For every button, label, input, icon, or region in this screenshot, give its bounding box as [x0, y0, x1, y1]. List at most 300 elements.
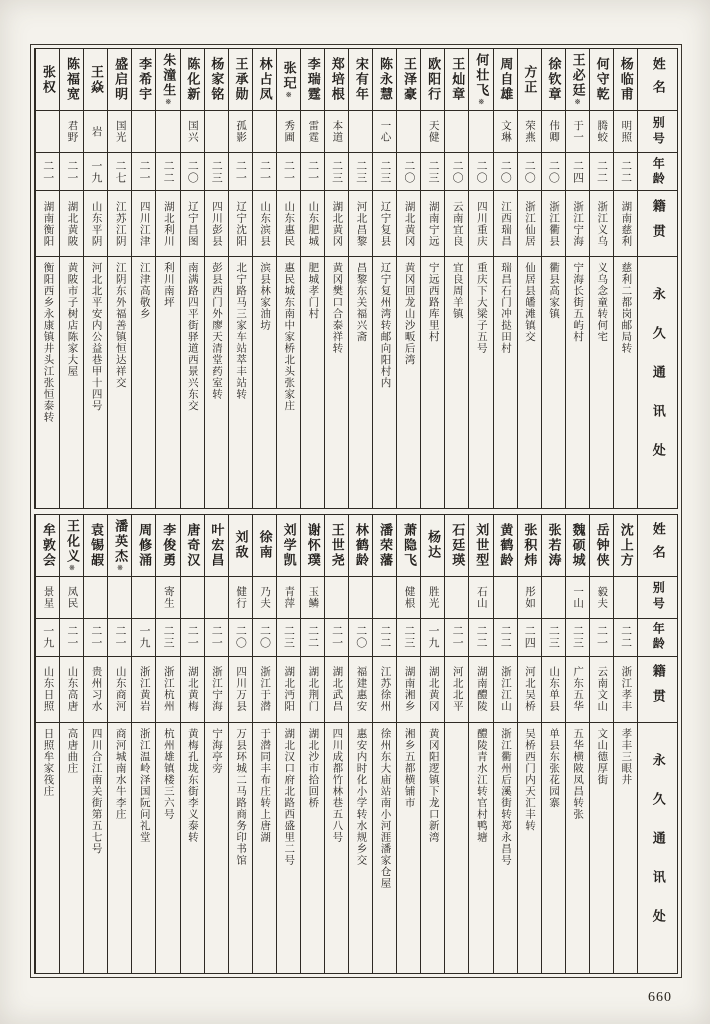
alias-cell	[518, 577, 541, 619]
person-age: 二〇	[499, 159, 512, 184]
address-cell	[181, 723, 204, 974]
alias-cell	[542, 111, 565, 153]
person-address: 于潜同丰布庄转上唐湖	[259, 727, 271, 843]
person-column	[252, 515, 276, 974]
person-alias: 彤如	[524, 585, 536, 609]
name-cell	[132, 515, 155, 577]
age-cell	[277, 619, 300, 657]
person-name: 方正	[522, 64, 538, 95]
age-cell	[301, 619, 324, 657]
alias-cell	[566, 111, 589, 153]
person-name: 杨家铭	[209, 57, 225, 102]
person-alias: 玉鳞	[307, 585, 319, 609]
person-name: 杨达	[426, 530, 442, 560]
person-name: 徐南	[257, 530, 273, 560]
person-column	[300, 49, 324, 508]
person-column	[155, 515, 179, 974]
address-cell	[542, 257, 565, 508]
age-cell	[253, 153, 276, 191]
person-column	[541, 515, 565, 974]
address-cell	[445, 723, 468, 974]
person-address: 浙江温岭泽国阮问礼堂	[138, 727, 150, 843]
header-column	[637, 49, 677, 508]
person-origin: 江苏徐州	[379, 666, 391, 712]
person-origin: 河北吴桥	[524, 666, 536, 712]
person-age: 二〇	[451, 159, 464, 184]
name-cell	[469, 49, 492, 111]
name-cell	[494, 515, 517, 577]
person-age: 二一	[65, 159, 78, 184]
header-alias: 别号	[638, 577, 677, 619]
age-cell	[566, 153, 589, 191]
note-mark: ※	[284, 90, 293, 99]
alias-cell	[373, 111, 396, 153]
person-alias: 青萍	[283, 585, 295, 609]
person-origin: 山东高唐	[66, 666, 78, 712]
alias-cell	[301, 577, 324, 619]
person-name: 徐钦章	[546, 57, 562, 102]
age-cell	[542, 153, 565, 191]
person-column	[59, 515, 83, 974]
origin-cell	[84, 657, 107, 723]
alias-cell	[494, 577, 517, 619]
person-age: 二四	[523, 625, 536, 649]
alias-cell	[181, 577, 204, 619]
address-cell	[397, 723, 420, 974]
age-cell	[132, 153, 155, 191]
alias-cell	[566, 577, 589, 619]
name-cell	[205, 49, 228, 111]
person-origin: 湖南慈利	[620, 200, 632, 247]
person-column	[348, 515, 372, 974]
person-origin: 浙江杭州	[162, 666, 174, 712]
person-address: 宁海亭旁	[211, 727, 222, 774]
person-address: 黄冈阳逻镇下龙口新湾	[427, 727, 439, 843]
age-cell	[542, 619, 565, 657]
person-origin: 湖南宁远	[427, 200, 439, 247]
person-alias: 腾蛟	[596, 120, 608, 143]
person-age: 二一	[65, 625, 78, 649]
header-alias: 别号	[638, 111, 677, 153]
person-column	[613, 515, 637, 974]
age-cell	[349, 619, 372, 657]
age-cell	[84, 153, 107, 191]
person-column	[180, 515, 204, 974]
address-cell	[518, 723, 541, 974]
person-age: 二〇	[234, 625, 247, 649]
origin-cell	[156, 191, 179, 257]
alias-cell	[373, 577, 396, 619]
origin-cell	[494, 191, 517, 257]
person-column	[228, 515, 252, 974]
person-name: 张积炜	[522, 522, 538, 568]
person-name: 岳钟侠	[594, 522, 610, 568]
person-address: 五华横陂凤昌转张	[572, 727, 584, 820]
person-column	[204, 49, 228, 508]
header-origin: 籍贯	[638, 191, 677, 257]
age-cell	[301, 153, 324, 191]
name-cell	[421, 49, 444, 111]
address-cell	[60, 257, 83, 508]
alias-cell	[108, 111, 131, 153]
person-name: 何壮飞	[474, 53, 490, 98]
origin-cell	[132, 657, 155, 723]
person-origin: 湖北荆门	[307, 666, 319, 712]
person-origin: 辽宁复县	[379, 200, 391, 247]
person-origin: 湖北黄陂	[66, 200, 78, 247]
person-origin: 湖南衡阳	[42, 200, 54, 247]
address-cell	[397, 257, 420, 508]
person-address: 万县环城二马路商务印书馆	[235, 727, 247, 866]
person-address: 重庆下大梁子五号	[475, 262, 487, 354]
person-column	[276, 49, 300, 508]
person-address: 四川成都竹林巷五八号	[331, 727, 343, 843]
person-origin: 福建惠安	[355, 666, 367, 712]
address-cell	[301, 723, 324, 974]
age-cell	[60, 619, 83, 657]
age-cell	[325, 153, 348, 191]
person-age: 二〇	[354, 625, 367, 649]
address-cell	[590, 723, 613, 974]
alias-cell	[325, 111, 348, 153]
person-origin: 辽宁沈阳	[235, 200, 247, 247]
origin-cell	[132, 191, 155, 257]
person-origin: 广东五华	[572, 666, 584, 712]
name-cell	[253, 49, 276, 111]
alias-cell	[132, 577, 155, 619]
alias-cell	[156, 111, 179, 153]
alias-cell	[229, 111, 252, 153]
person-address: 义乌念童转何宅	[596, 262, 608, 343]
person-name: 陈福宽	[64, 57, 80, 102]
person-age: 二〇	[547, 159, 560, 184]
address-cell	[518, 257, 541, 508]
person-column	[35, 49, 59, 508]
age-cell	[349, 153, 372, 191]
person-age: 二二	[378, 625, 391, 649]
person-column	[252, 49, 276, 508]
address-cell	[36, 257, 59, 508]
person-age: 二一	[41, 159, 54, 184]
age-cell	[590, 153, 613, 191]
person-address: 杭州雄镇楼三六号	[162, 727, 174, 820]
name-cell	[156, 515, 179, 577]
person-age: 二一	[306, 159, 319, 184]
person-age: 二二	[475, 625, 488, 649]
origin-cell	[373, 657, 396, 723]
age-cell	[397, 153, 420, 191]
person-address: 单县东张花园寨	[548, 727, 560, 808]
name-cell	[542, 49, 565, 111]
age-cell	[494, 153, 517, 191]
person-origin: 浙江孝丰	[620, 666, 632, 712]
person-alias: 石山	[475, 585, 487, 609]
alias-cell	[36, 577, 59, 619]
address-cell	[205, 257, 228, 508]
alias-cell	[349, 577, 372, 619]
person-address: 辽宁复州湾转邮向阳村内	[379, 262, 391, 389]
person-origin: 山东滨县	[259, 200, 271, 247]
person-origin: 浙江江山	[499, 666, 511, 712]
name-cell	[397, 515, 420, 577]
age-cell	[253, 619, 276, 657]
person-origin: 湖北沔阳	[283, 666, 295, 712]
name-cell	[253, 515, 276, 577]
person-name: 王焱	[89, 64, 105, 95]
name-cell	[60, 49, 83, 111]
person-name: 郑培根	[329, 57, 345, 102]
person-name: 谢怀璞	[305, 522, 321, 568]
person-name: 黄鹤龄	[498, 522, 514, 568]
alias-cell	[614, 111, 637, 153]
origin-cell	[325, 191, 348, 257]
origin-cell	[181, 657, 204, 723]
address-cell	[421, 723, 444, 974]
origin-cell	[566, 657, 589, 723]
person-address: 宜良周羊镇	[451, 262, 463, 320]
person-column	[589, 49, 613, 508]
person-origin: 湖北武昌	[331, 666, 343, 712]
person-alias: 一山	[572, 585, 584, 609]
person-name: 宋有年	[353, 57, 369, 102]
person-alias: 秀圃	[283, 120, 295, 143]
origin-cell	[445, 657, 468, 723]
person-age: 一九	[138, 625, 151, 649]
note-mark: ※	[164, 98, 173, 106]
address-cell	[229, 723, 252, 974]
origin-cell	[469, 657, 492, 723]
origin-cell	[590, 657, 613, 723]
origin-cell	[590, 191, 613, 257]
alias-cell	[181, 111, 204, 153]
person-origin: 江西瑞昌	[499, 200, 511, 247]
address-cell	[566, 257, 589, 508]
person-name: 王泽豪	[402, 57, 418, 102]
age-cell	[60, 153, 83, 191]
person-alias: 健根	[403, 585, 415, 609]
age-cell	[518, 619, 541, 657]
address-cell	[349, 257, 372, 508]
person-alias: 寄生	[162, 585, 174, 609]
address-cell	[325, 257, 348, 508]
person-origin: 浙江于潜	[259, 666, 271, 712]
note-mark: ※	[67, 563, 76, 572]
address-cell	[253, 723, 276, 974]
person-name: 陈化新	[185, 57, 201, 102]
person-name: 唐奇汉	[185, 522, 201, 568]
origin-cell	[84, 191, 107, 257]
person-address: 醴陵青水江转官村鸭塘	[475, 727, 487, 843]
age-cell	[494, 619, 517, 657]
origin-cell	[253, 657, 276, 723]
origin-cell	[421, 191, 444, 257]
alias-cell	[205, 111, 228, 153]
origin-cell	[156, 657, 179, 723]
person-name: 刘学凯	[281, 522, 297, 568]
origin-cell	[325, 657, 348, 723]
person-address: 湘乡五都横铺市	[403, 727, 415, 808]
alias-cell	[614, 577, 637, 619]
address-cell	[349, 723, 372, 974]
person-column	[228, 49, 252, 508]
alias-cell	[518, 111, 541, 153]
person-column	[565, 49, 589, 508]
person-address: 仙居县皤滩镇交	[524, 262, 536, 343]
person-name: 周修涌	[137, 522, 153, 568]
person-age: 二一	[234, 159, 247, 184]
person-age: 二七	[113, 159, 126, 184]
origin-cell	[349, 191, 372, 257]
age-cell	[205, 619, 228, 657]
person-origin: 贵州习水	[90, 666, 102, 712]
age-cell	[590, 619, 613, 657]
person-address: 浙江衢州后溪街转郑永昌号	[499, 727, 511, 866]
origin-cell	[421, 657, 444, 723]
person-address: 商河城南水牛李庄	[114, 727, 126, 820]
person-age: 二二	[619, 625, 632, 649]
name-cell	[445, 49, 468, 111]
header-age: 年龄	[638, 619, 677, 657]
person-origin: 湖北黄冈	[403, 200, 415, 247]
person-age: 二二	[619, 159, 632, 184]
alias-cell	[60, 111, 83, 153]
name-cell	[181, 49, 204, 111]
person-origin: 山东日照	[42, 666, 54, 712]
name-cell	[205, 515, 228, 577]
person-age: 二三	[402, 625, 415, 649]
person-age: 二二	[306, 625, 319, 649]
address-cell	[301, 257, 324, 508]
person-alias: 一心	[379, 120, 391, 143]
origin-cell	[108, 657, 131, 723]
name-cell	[132, 49, 155, 111]
person-column	[517, 49, 541, 508]
alias-cell	[301, 111, 324, 153]
person-age: 二〇	[475, 159, 488, 184]
person-origin: 浙江仙居	[524, 200, 536, 247]
address-cell	[614, 723, 637, 974]
person-origin: 湖北黄梅	[186, 666, 198, 712]
person-name: 林鹤龄	[353, 522, 369, 568]
origin-cell	[373, 191, 396, 257]
name-cell	[108, 515, 131, 577]
address-cell	[325, 723, 348, 974]
address-cell	[156, 257, 179, 508]
person-origin: 四川万县	[235, 666, 247, 712]
address-cell	[36, 723, 59, 974]
person-address: 湖北汉口府北路西盛里二号	[283, 727, 295, 866]
origin-cell	[397, 191, 420, 257]
age-cell	[84, 619, 107, 657]
name-cell	[397, 49, 420, 111]
person-alias: 文琳	[499, 120, 511, 143]
alias-cell	[84, 577, 107, 619]
origin-cell	[229, 657, 252, 723]
person-age: 二三	[330, 159, 343, 184]
header-name: 姓名	[638, 49, 677, 111]
person-origin: 湖南醴陵	[475, 666, 487, 712]
origin-cell	[277, 657, 300, 723]
person-address: 黄冈樊口合泰祥转	[331, 262, 343, 354]
age-cell	[566, 619, 589, 657]
age-cell	[229, 619, 252, 657]
address-cell	[84, 257, 107, 508]
person-address: 河北北平安内公益巷甲十四号	[90, 262, 102, 412]
person-alias: 胜光	[427, 585, 439, 609]
origin-cell	[229, 191, 252, 257]
person-origin: 山东肥城	[307, 200, 319, 247]
person-alias: 荣燕	[524, 120, 536, 143]
age-cell	[36, 619, 59, 657]
person-alias: 于一	[572, 120, 584, 143]
address-cell	[542, 723, 565, 974]
person-address: 南满路四平街驿道西景兴东交	[186, 262, 198, 412]
person-column	[589, 515, 613, 974]
person-age: 二一	[451, 625, 464, 649]
person-age: 二〇	[523, 159, 536, 184]
person-age: 二一	[138, 159, 151, 184]
person-name: 王灿章	[450, 57, 466, 102]
person-origin: 河北昌黎	[355, 200, 367, 247]
name-cell	[590, 49, 613, 111]
person-address: 昌黎东关福兴斋	[355, 262, 367, 343]
person-address: 慈利二都岗邮局转	[620, 262, 632, 354]
origin-cell	[205, 657, 228, 723]
age-cell	[373, 153, 396, 191]
age-cell	[205, 153, 228, 191]
person-age: 一九	[89, 159, 102, 184]
person-address: 衢县高家镇	[548, 262, 560, 320]
address-cell	[277, 723, 300, 974]
address-cell	[373, 723, 396, 974]
person-name: 潘英杰	[113, 518, 129, 564]
origin-cell	[566, 191, 589, 257]
person-alias: 凤民	[66, 585, 78, 609]
person-origin: 山东商河	[114, 666, 126, 712]
directory-table-frame	[30, 44, 682, 978]
person-age: 一九	[41, 625, 54, 649]
person-address: 吴桥西门内天汇丰转	[524, 727, 536, 831]
person-origin: 湖北利川	[162, 200, 174, 247]
alias-cell	[253, 111, 276, 153]
person-name: 萧隐飞	[402, 522, 418, 568]
alias-cell	[445, 111, 468, 153]
person-column	[517, 515, 541, 974]
origin-cell	[494, 657, 517, 723]
alias-cell	[542, 577, 565, 619]
person-alias: 景星	[42, 585, 54, 609]
address-cell	[494, 723, 517, 974]
person-age: 二三	[547, 625, 560, 649]
person-age: 二〇	[186, 159, 199, 184]
person-column	[107, 49, 131, 508]
address-cell	[421, 257, 444, 508]
person-age: 二一	[258, 159, 271, 184]
name-cell	[373, 49, 396, 111]
person-column	[59, 49, 83, 508]
age-cell	[373, 619, 396, 657]
person-column	[468, 515, 492, 974]
name-cell	[156, 49, 179, 111]
age-cell	[132, 619, 155, 657]
person-address: 江阴东外福善镇恒达祥交	[114, 262, 126, 389]
person-column	[35, 515, 59, 974]
person-column	[493, 515, 517, 974]
person-column	[541, 49, 565, 508]
person-column	[324, 515, 348, 974]
person-name: 李希宇	[137, 57, 153, 102]
person-address: 高唐曲庄	[66, 727, 78, 774]
